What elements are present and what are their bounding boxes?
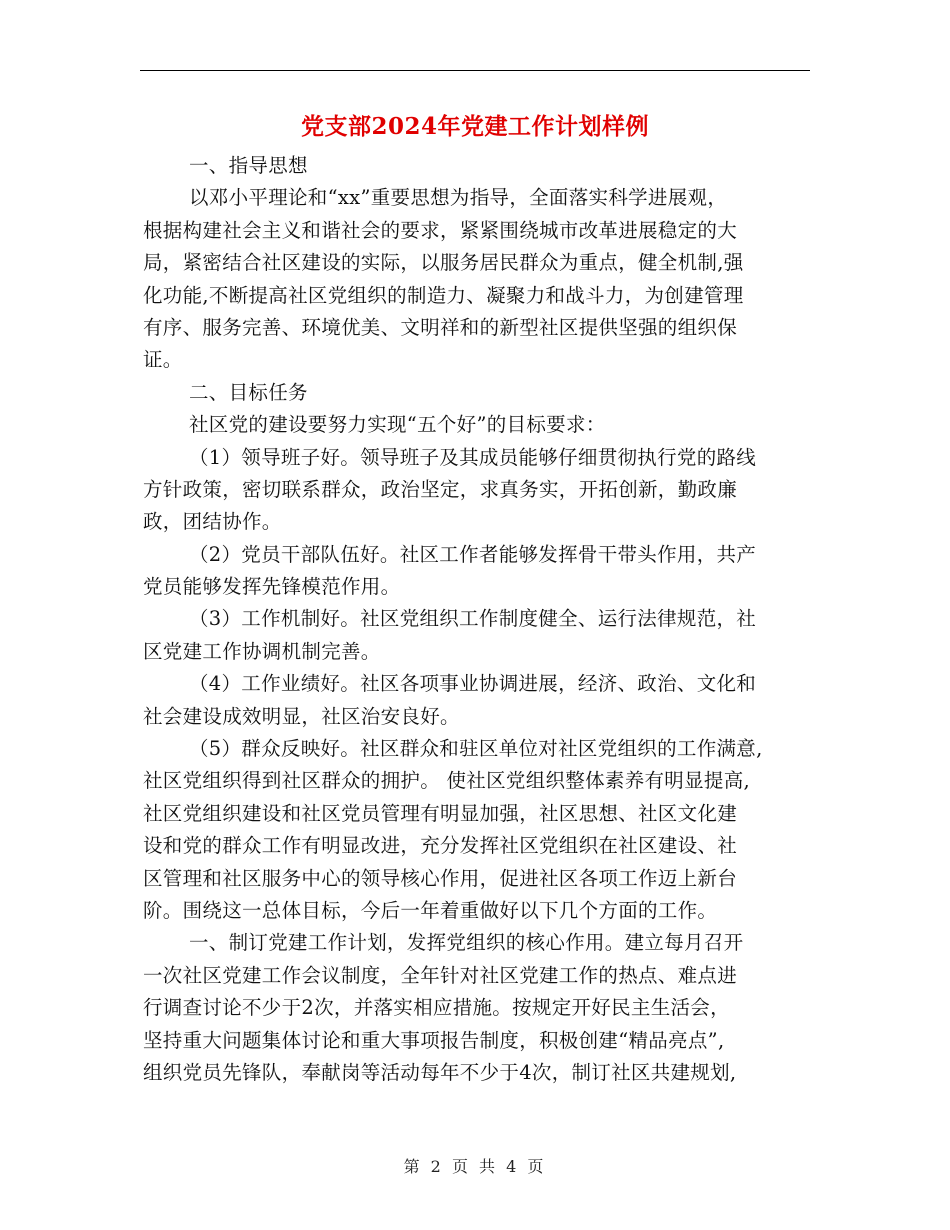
text-line: 党员能够发挥先锋模范作用。 <box>143 575 401 599</box>
document-body <box>143 150 811 1089</box>
text-line: 以邓小平理论和“xx”重要思想为指导，全面落实科学进展观， <box>189 186 728 210</box>
text-line: 一、指导思想 <box>189 154 308 177</box>
text-line: （3）工作机制好。社区党组织工作制度健全、运行法律规范，社 <box>189 607 757 631</box>
text-line: 有序、服务完善、环境优美、文明祥和的新型社区提供坚强的组织保 <box>143 315 738 339</box>
text-line: 一、制订党建工作计划，发挥党组织的核心作用。建立每月召开 <box>189 931 744 955</box>
text-line: 一次社区党建工作会议制度，全年针对社区党建工作的热点、难点进 <box>143 963 738 987</box>
text-line: 证。 <box>143 348 183 372</box>
text-line: 行调查讨论不少于2次，并落实相应措施。按规定开好民主生活会， <box>143 996 730 1020</box>
text-line: 化功能,不断提高社区党组织的制造力、凝聚力和战斗力，为创建管理 <box>143 283 744 307</box>
text-line: 组织党员先锋队，奉献岗等活动每年不少于4次，制订社区共建规划, <box>143 1060 737 1084</box>
text-line: 区党建工作协调机制完善。 <box>143 639 381 663</box>
text-line: （4）工作业绩好。社区各项事业协调进展，经济、政治、文化和 <box>189 672 757 696</box>
text-line: 设和党的群众工作有明显改进，充分发挥社区党组织在社区建设、社 <box>143 834 738 858</box>
text-line: 阶。围绕这一总体目标，今后一年着重做好以下几个方面的工作。 <box>143 898 718 922</box>
header-rule <box>140 70 810 71</box>
text-line: 坚持重大问题集体讨论和重大事项报告制度，积极创建“精品亮点”, <box>143 1028 725 1052</box>
text-line: （1）领导班子好。领导班子及其成员能够仔细贯彻执行党的路线 <box>189 445 757 469</box>
text-line: 根据构建社会主义和谐社会的要求，紧紧围绕城市改革进展稳定的大 <box>143 218 738 242</box>
text-line: 社区党组织建设和社区党员管理有明显加强，社区思想、社区文化建 <box>143 801 738 825</box>
text-line: 方针政策，密切联系群众，政治坚定，求真务实，开拓创新，勤政廉 <box>143 477 738 501</box>
text-line: 社会建设成效明显，社区治安良好。 <box>143 704 460 728</box>
text-line: 政，团结协作。 <box>143 510 282 534</box>
page-footer: 第 2 页 共 4 页 <box>403 1157 547 1176</box>
text-line: 二、目标任务 <box>189 380 308 404</box>
text-line: 社区党的建设要努力实现“五个好”的目标要求： <box>189 413 606 437</box>
text-line: 区管理和社区服务中心的领导核心作用，促进社区各项工作迈上新台 <box>143 866 738 890</box>
text-line: 社区党组织得到社区群众的拥护。 使社区党组织整体素养有明显提高, <box>143 769 750 793</box>
text-line: 局，紧密结合社区建设的实际，以服务居民群众为重点，健全机制,强 <box>143 251 744 275</box>
document-title: 党支部2024年党建工作计划样例 <box>300 113 649 140</box>
text-line: （5）群众反映好。社区群众和驻区单位对社区党组织的工作满意, <box>189 737 763 761</box>
text-line: （2）党员干部队伍好。社区工作者能够发挥骨干带头作用，共产 <box>189 542 757 566</box>
